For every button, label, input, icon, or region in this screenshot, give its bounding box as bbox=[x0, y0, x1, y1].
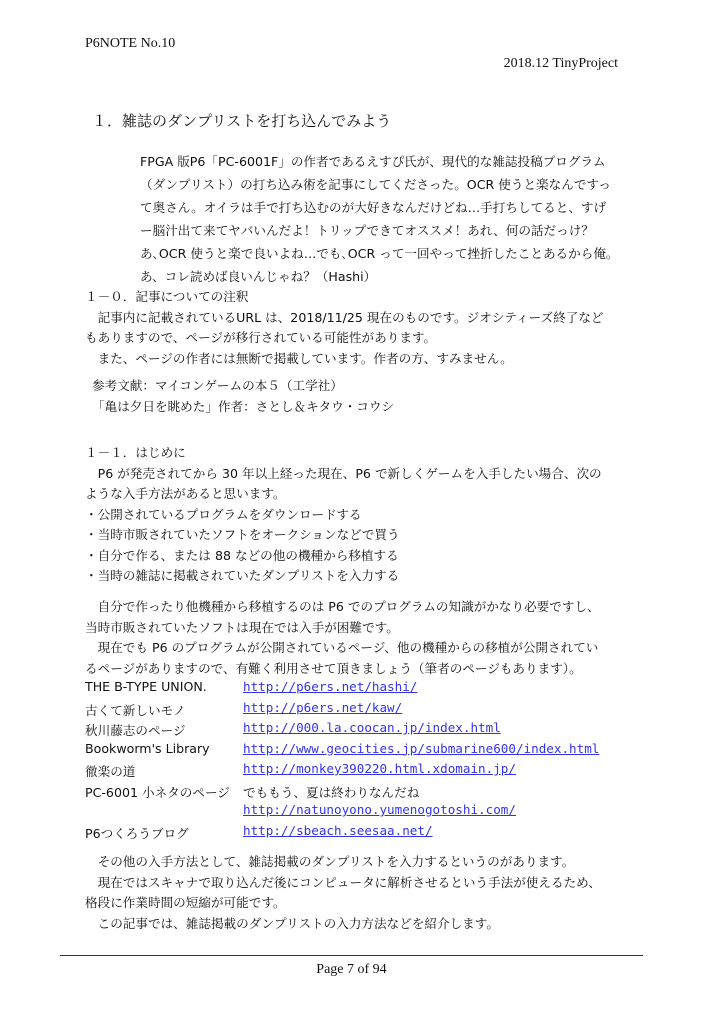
link-site-name: P6つくろうブログ bbox=[85, 825, 189, 841]
text-line: 現在でも P6 のプログラムが公開されているページ、他の機種からの移植が公開されてい bbox=[85, 640, 599, 655]
intro-paragraph bbox=[140, 150, 619, 288]
link-site-name: PC-6001 小ネタのページ bbox=[85, 784, 230, 800]
link-url[interactable]: http://natunoyono.yumenogotoshi.com/ bbox=[243, 802, 516, 817]
text-line: その他の入手方法として、雑誌掲載のダンプリストを入力するというのがあります。 bbox=[85, 854, 575, 869]
text-line: て奥さん。オイラは手で打ち込むのが大好きなんだけどね…手打ちしてると、すげ bbox=[140, 200, 607, 215]
text-line: １－１．はじめに bbox=[85, 445, 186, 460]
text-line: 現在ではスキャナで取り込んだ後にコンピュータに解析させるという手法が使えるため、 bbox=[85, 874, 601, 890]
text-line: ー脳汁出て来てヤバいんだよ！トリップできてオススメ！あれ、何の話だっけ？ bbox=[140, 223, 594, 238]
text-line: もありますので、ページが移行されている可能性があります。 bbox=[85, 330, 437, 345]
text-line: 参考文献：マイコンゲームの本５（工学社） bbox=[92, 378, 343, 393]
text-line: FPGA 版P6「PC-6001F」の作者であるえすぴ氏が、現代的な雑誌投稿プログラム bbox=[140, 154, 606, 169]
paragraph-closing bbox=[85, 852, 601, 934]
text-line: ・自分で作る、または 88 などの他の機種から移植する bbox=[85, 547, 399, 563]
references bbox=[92, 376, 394, 417]
link-site-name: THE B-TYPE UNION. bbox=[85, 679, 207, 694]
text-line: １－０．記事についての注釈 bbox=[85, 289, 249, 304]
text-line: 当時市販されていたソフトは現在では入手が困難です。 bbox=[85, 619, 399, 635]
text-line: この記事では、雑誌掲載のダンプリストの入力方法などを紹介します。 bbox=[85, 915, 499, 931]
link-site-name: Bookworm's Library bbox=[85, 740, 210, 756]
link-site-name: 徹楽の道 bbox=[85, 764, 136, 779]
header-right: 2018.12 TinyProject bbox=[503, 56, 618, 71]
paragraph-sites bbox=[85, 597, 600, 679]
text-line: あ､OCR 使うと楽で良いよね…でも､OCR って一回やって挫折したことあるから俺。 bbox=[140, 246, 619, 261]
link-site-name: 秋川藤志のページ bbox=[85, 723, 186, 738]
link-url[interactable]: http://p6ers.net/hashi/ bbox=[243, 679, 418, 694]
header-left: P6NOTE No.10 bbox=[85, 36, 176, 51]
text-line: ・当時市販されていたソフトをオークションなどで買う bbox=[85, 527, 400, 542]
link-url[interactable]: http://p6ers.net/kaw/ bbox=[243, 699, 403, 715]
link-site-name: 古くて新しいモノ bbox=[85, 702, 186, 718]
text-line: 「亀は夕日を眺めた」作者：さとし＆キタウ・コウシ bbox=[92, 398, 395, 414]
text-line: ような入手方法があると思います。 bbox=[85, 486, 286, 501]
section-title: １．雑誌のダンプリストを打ち込んでみよう bbox=[92, 112, 392, 130]
text-line: あ、コレ読めば良いんじゃね？（Hashi） bbox=[140, 269, 377, 284]
text-line: ・当時の雑誌に掲載されていたダンプリストを入力する bbox=[85, 568, 400, 583]
text-line: 自分で作ったり他機種から移植するのは P6 でのプログラムの知識がかなり必要ですし、 bbox=[85, 599, 600, 614]
link-note: でももう、夏は終わりなんだね bbox=[243, 784, 420, 800]
section-1-1 bbox=[85, 443, 602, 587]
link-url[interactable]: http://sbeach.seesaa.net/ bbox=[243, 822, 433, 838]
link-url[interactable]: http://monkey390220.html.xdomain.jp/ bbox=[243, 761, 516, 776]
text-line: P6 が発売されてから 30 年以上経った現在、P6 で新しくゲームを入手したい場合、次の bbox=[85, 465, 602, 481]
section-1-0 bbox=[85, 287, 604, 369]
link-url[interactable]: http://000.la.coocan.jp/index.html bbox=[243, 720, 501, 735]
text-line: 格段に作業時間の短縮が可能です。 bbox=[85, 895, 286, 910]
footer-divider bbox=[60, 955, 643, 956]
text-line: るページがありますので、有難く利用させて頂きましょう（筆者のページもあります）。 bbox=[85, 660, 582, 676]
text-line: また、ページの作者には無断で掲載しています。作者の方、すみません。 bbox=[85, 350, 513, 366]
page-number: Page 7 of 94 bbox=[316, 962, 387, 977]
link-url[interactable]: http://www.geocities.jp/submarine600/index.html bbox=[243, 740, 600, 756]
text-line: ・公開されているプログラムをダウンロードする bbox=[85, 506, 362, 522]
text-line: 記事内に記載されているURL は、2018/11/25 現在のものです。ジオシティーズ終了など bbox=[85, 309, 604, 325]
text-line: （ダンプリスト）の打ち込み術を記事にしてくださった。OCR 使うと楽なんですっ bbox=[140, 177, 611, 192]
